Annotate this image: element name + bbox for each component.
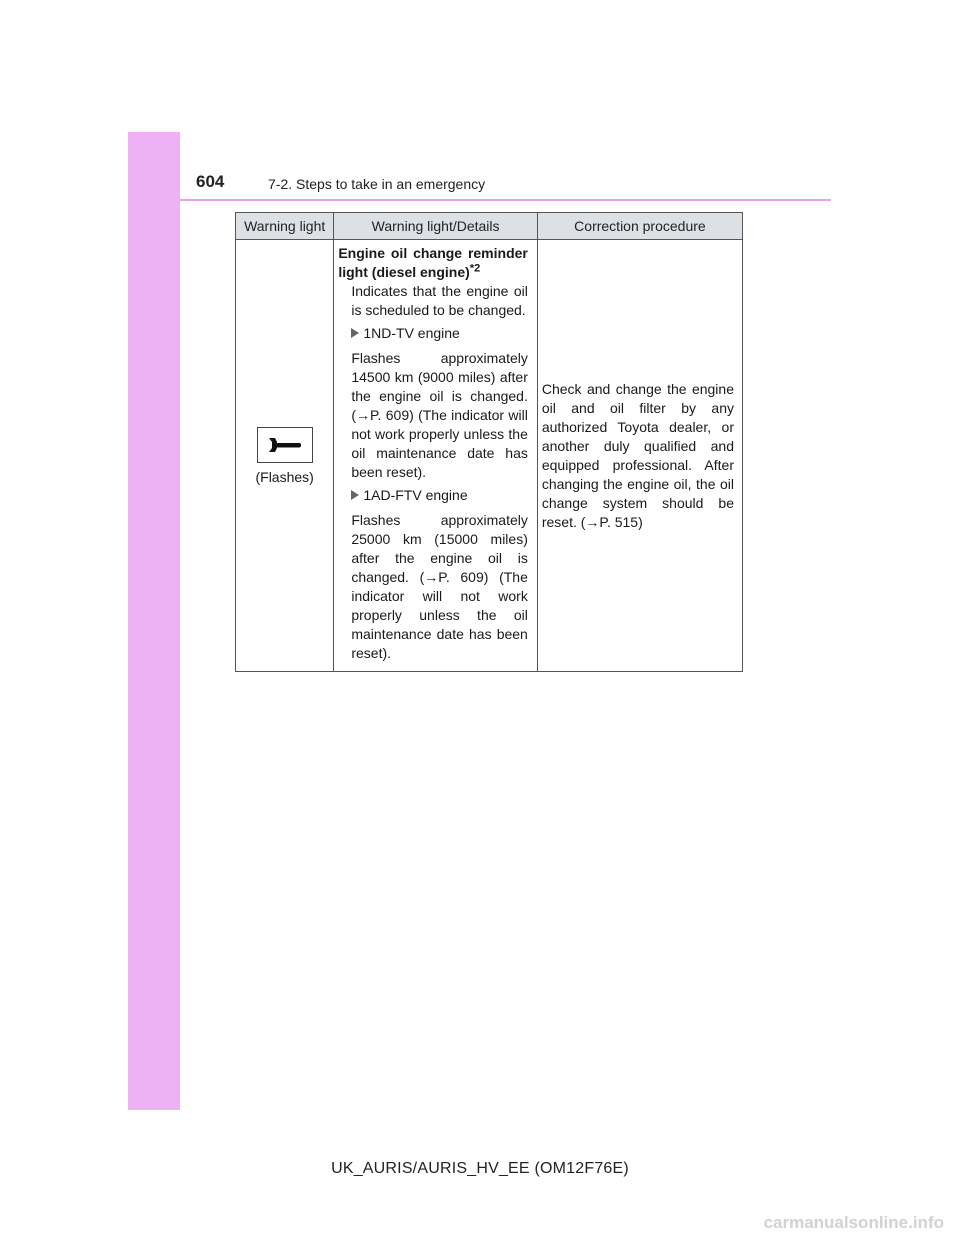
details-cell xyxy=(334,240,538,672)
watermark: carmanualsonline.info xyxy=(763,1213,944,1232)
col-header-correction: Correction procedure xyxy=(537,213,742,240)
warning-light-table xyxy=(235,212,743,672)
triangle-bullet-icon xyxy=(351,490,359,500)
details-title: Engine oil change reminder light (diesel engine)$^{*2}$ xyxy=(338,245,528,280)
engine-2-text: Flashes approximately 25000 km (15000 miles) after the engine oil is changed. (→P. 609) (The indicator will not work properly unless the oil maintenance date has been reset). xyxy=(351,512,528,661)
correction-cell xyxy=(537,240,742,672)
engine-2-label: 1AD-FTV engine xyxy=(338,486,528,505)
footnote-mark: *2 xyxy=(469,262,481,275)
page-number: 604 xyxy=(196,172,225,191)
table-header-row xyxy=(236,213,743,240)
engine-1-label: 1ND-TV engine xyxy=(338,324,528,343)
side-tab-bar xyxy=(128,132,180,1110)
correction-text: Check and change the engine oil and oil filter by any authorized Toyota dealer, or another duly qualified and equipped professional. After changing the engine oil, the oil change system should be reset. (→P. 515) xyxy=(541,380,734,530)
triangle-bullet-icon xyxy=(351,328,359,338)
document-id: UK_AURIS/AURIS_HV_EE (OM12F76E) xyxy=(331,1160,629,1177)
warning-light-cell xyxy=(236,240,334,672)
col-header-details: Warning light/Details xyxy=(334,213,538,240)
col-header-warning-light: Warning light xyxy=(236,213,334,240)
wrench-icon xyxy=(257,427,313,463)
details-text: Indicates that the engine oil is scheduled to be changed. xyxy=(351,283,528,318)
table-row xyxy=(236,240,743,672)
engine-1-text: Flashes approximately 14500 km (9000 miles) after the engine oil is changed. (→P. 609) (The indicator will not work properly unless the oil maintenance date has been reset). xyxy=(351,350,528,480)
header-rule xyxy=(180,199,831,201)
icon-caption: (Flashes) xyxy=(255,468,314,485)
section-title: 7-2. Steps to take in an emergency xyxy=(268,176,486,192)
